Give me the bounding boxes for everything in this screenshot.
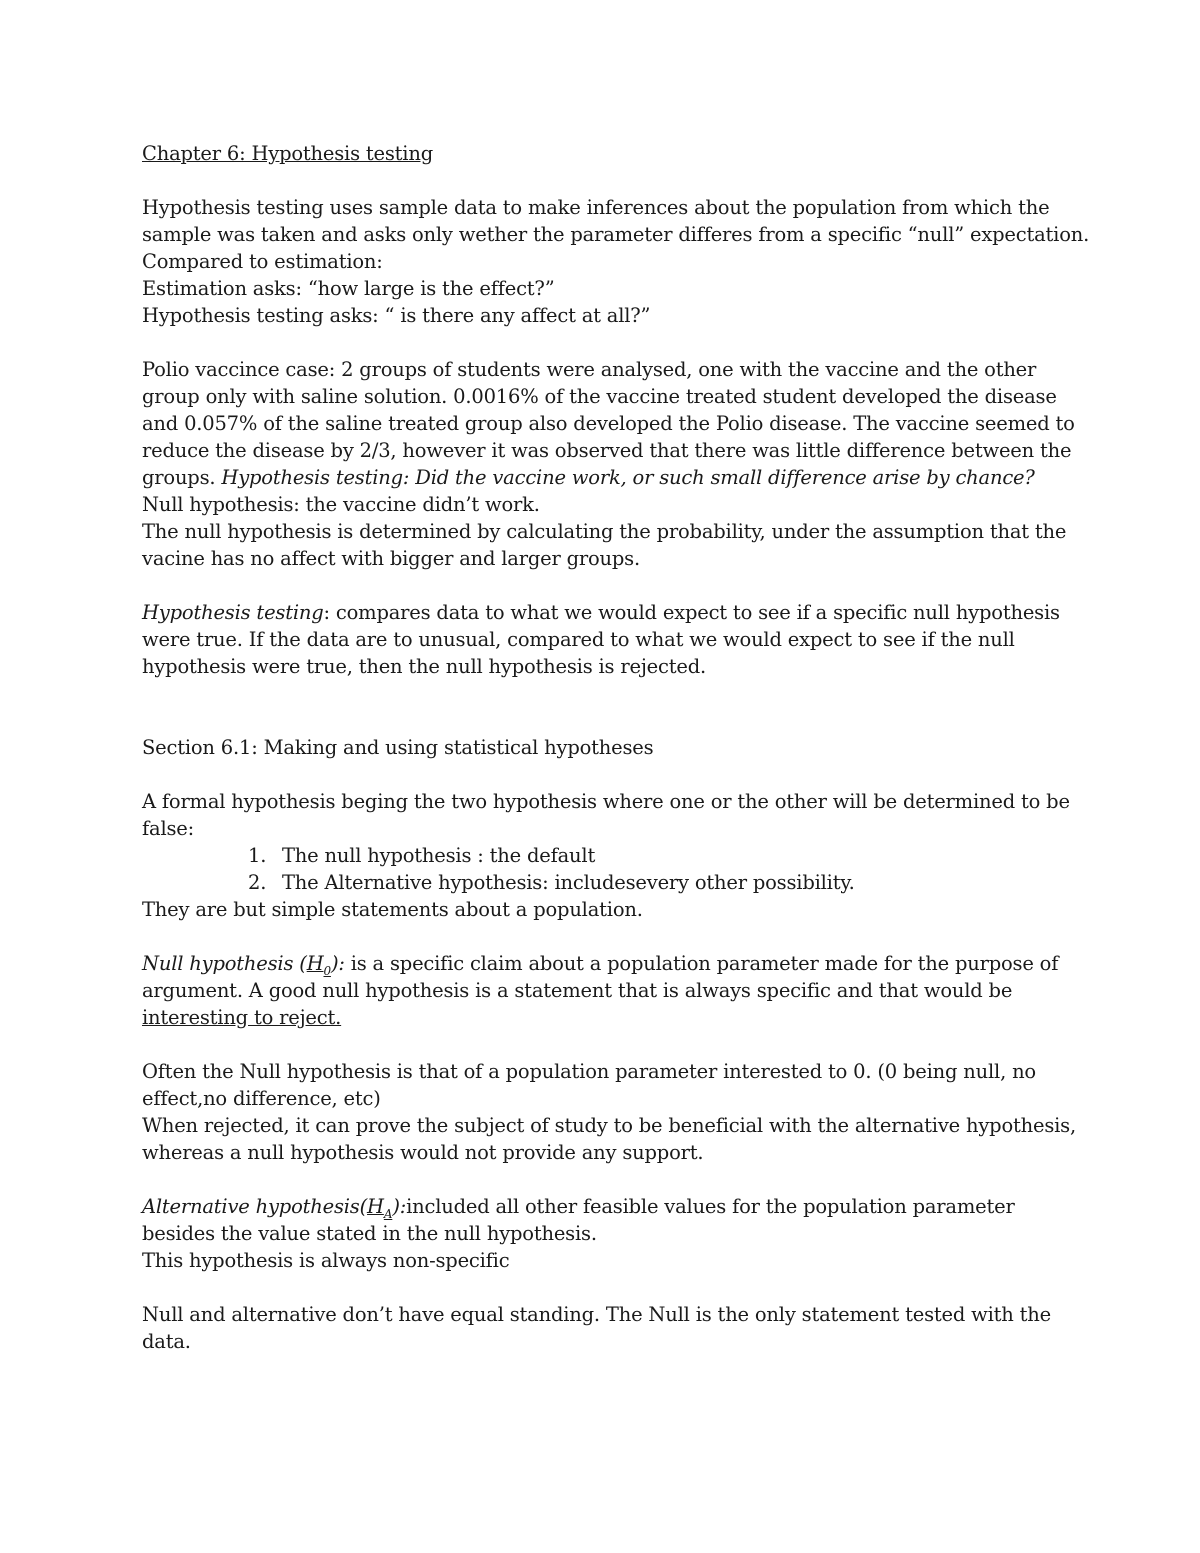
polio-groups-line: [142, 464, 1062, 491]
spacer: [142, 1166, 1062, 1193]
formal-line: A formal hypothesis beging the two hypothesis where one or the other will be determined to be: [142, 790, 1070, 813]
intro-line: Hypothesis testing asks: “ is there any affect at all?”: [142, 304, 651, 327]
spacer: [142, 572, 1062, 599]
polio-line: Null hypothesis: the vaccine didn’t work.: [142, 493, 540, 516]
intro-line: Hypothesis testing uses sample data to make inferences about the population from which the: [142, 196, 1050, 219]
definition-line: hypothesis were true, then the null hypothesis is rejected.: [142, 655, 706, 678]
document-page: [142, 140, 1090, 1355]
often-line: whereas a null hypothesis would not provide any support.: [142, 1141, 704, 1164]
definition-line: were true. If the data are to unusual, compared to what we would expect to see if the null: [142, 628, 1015, 651]
often-line: Often the Null hypothesis is that of a population parameter interested to 0. (0 being null, no: [142, 1060, 1036, 1083]
polio-line: Polio vaccince case: 2 groups of students were analysed, one with the vaccine and the other: [142, 358, 1037, 381]
spacer: [142, 1274, 1062, 1301]
null-def-emphasis: interesting to reject.: [142, 1006, 342, 1029]
intro-line: Compared to estimation:: [142, 250, 383, 273]
null-def-line: [142, 1004, 1062, 1031]
definition-line: [142, 599, 1062, 626]
formal-line: false:: [142, 817, 194, 840]
spacer: [142, 329, 1062, 356]
section-heading: Section 6.1: Making and using statistical hypotheses: [142, 736, 654, 759]
page-title: Chapter 6: Hypothesis testing: [142, 142, 433, 165]
null-def-line: [142, 950, 1062, 977]
closing-line: Null and alternative don’t have equal standing. The Null is the only statement tested with the: [142, 1303, 1052, 1326]
list-text: The null hypothesis : the default: [282, 844, 596, 867]
list-text: The Alternative hypothesis: includesevery other possibility.: [282, 871, 855, 894]
spacer: [142, 167, 1062, 194]
spacer: [142, 761, 1062, 788]
spacer: [142, 680, 1062, 734]
polio-question: Hypothesis testing: Did the vaccine work, or such small difference arise by chance?: [221, 466, 1035, 489]
intro-line: Estimation asks: “how large is the effect?”: [142, 277, 555, 300]
list-number: 1.: [248, 844, 267, 867]
null-def-text: is a specific claim about a population parameter made for the purpose of: [344, 952, 1059, 975]
intro-line: sample was taken and asks only wether the parameter differes from a specific “null” expectation.: [142, 223, 1090, 246]
list-item: [142, 869, 1062, 896]
list-number: 2.: [248, 871, 267, 894]
polio-line: The null hypothesis is determined by calculating the probability, under the assumption that the: [142, 520, 1067, 543]
list-item: [142, 842, 1062, 869]
polio-line: reduce the disease by 2/3, however it was observed that there was little difference between the: [142, 439, 1072, 462]
alt-def-line: besides the value stated in the null hypothesis.: [142, 1222, 597, 1245]
polio-groups-prefix: groups.: [142, 466, 222, 489]
definition-text: : compares data to what we would expect to see if a specific null hypothesis: [323, 601, 1060, 624]
formal-line: They are but simple statements about a population.: [142, 898, 643, 921]
alt-term: Alternative $hypothesis(H_A)$:: [142, 1195, 407, 1221]
null-term: Null hypothesis $(H_0)$:: [142, 952, 345, 978]
null-def-line: argument. A good null hypothesis is a statement that is always specific and that would be: [142, 979, 1013, 1002]
often-line: When rejected, it can prove the subject of study to be beneficial with the alternative hypothesis,: [142, 1114, 1076, 1137]
spacer: [142, 1031, 1062, 1058]
spacer: [142, 923, 1062, 950]
alt-def-line: This hypothesis is always non-specific: [142, 1249, 510, 1272]
alt-def-text: included all other feasible values for the population parameter: [406, 1195, 1015, 1218]
alt-def-line: [142, 1193, 1062, 1220]
closing-line: data.: [142, 1330, 191, 1353]
polio-line: group only with saline solution. 0.0016% of the vaccine treated student developed the disease: [142, 385, 1057, 408]
often-line: effect,no difference, etc): [142, 1087, 381, 1110]
polio-line: vacine has no affect with bigger and larger groups.: [142, 547, 640, 570]
definition-term: Hypothesis testing: [142, 601, 324, 624]
polio-line: and 0.057% of the saline treated group also developed the Polio disease. The vaccine seemed to: [142, 412, 1075, 435]
